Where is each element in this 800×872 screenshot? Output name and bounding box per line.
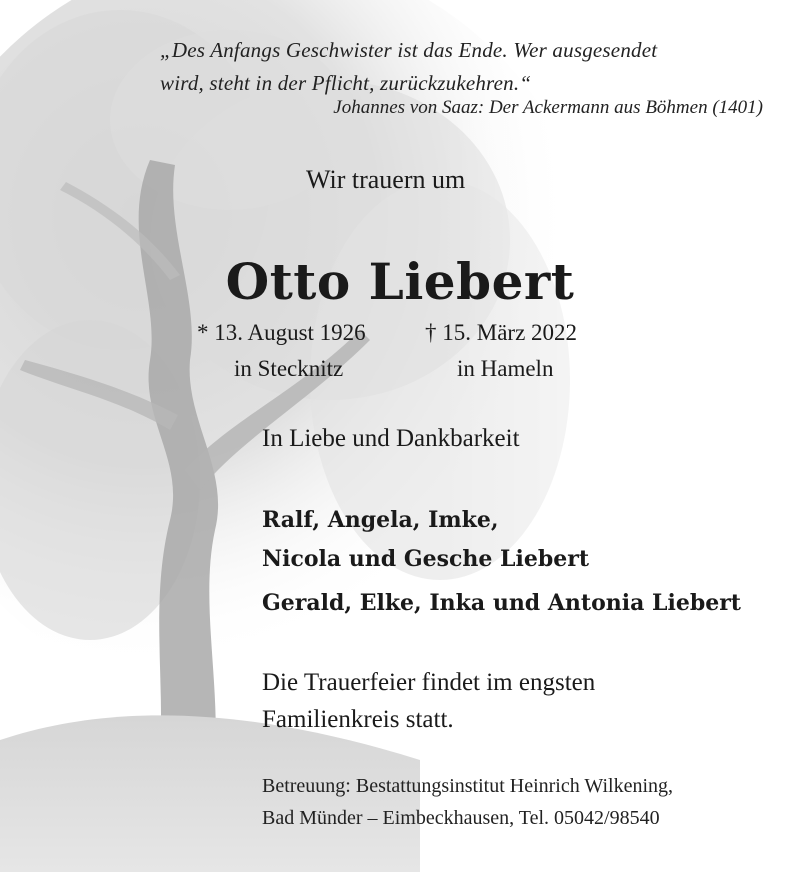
birth-date: * 13. August 1926 [197, 320, 366, 345]
care-line: Bad Münder – Eimbeckhausen, Tel. 05042/98540 [262, 807, 660, 829]
mourning-intro: Wir trauern um [306, 165, 466, 194]
mourner-line: Nicola und Gesche Liebert [262, 546, 590, 572]
quote-line: „Des Anfangs Geschwister ist das Ende. Wer ausgesendet [160, 38, 658, 62]
deceased-name: Otto Liebert [225, 252, 575, 311]
epigraph-quote [160, 34, 657, 100]
care-line: Betreuung: Bestattungsinstitut Heinrich Wilkening, [262, 775, 673, 797]
mourner-line: Ralf, Angela, Imke, [262, 507, 499, 533]
tribute-line: In Liebe und Dankbarkeit [262, 425, 520, 452]
funeral-service-note [262, 664, 595, 738]
death-place: in Hameln [457, 356, 554, 381]
birth-place: in Stecknitz [234, 356, 344, 381]
quote-line: wird, steht in der Pflicht, zurückzukehren.“ [160, 71, 532, 95]
service-line: Die Trauerfeier findet im engsten [262, 669, 596, 696]
funeral-home-info [262, 770, 673, 834]
death-date: † 15. März 2022 [425, 320, 578, 345]
service-line: Familienkreis statt. [262, 706, 454, 733]
quote-attribution: Johannes von Saaz: Der Ackermann aus Böhmen (1401) [333, 97, 763, 118]
mourner-line: Gerald, Elke, Inka und Antonia Liebert [262, 590, 741, 616]
